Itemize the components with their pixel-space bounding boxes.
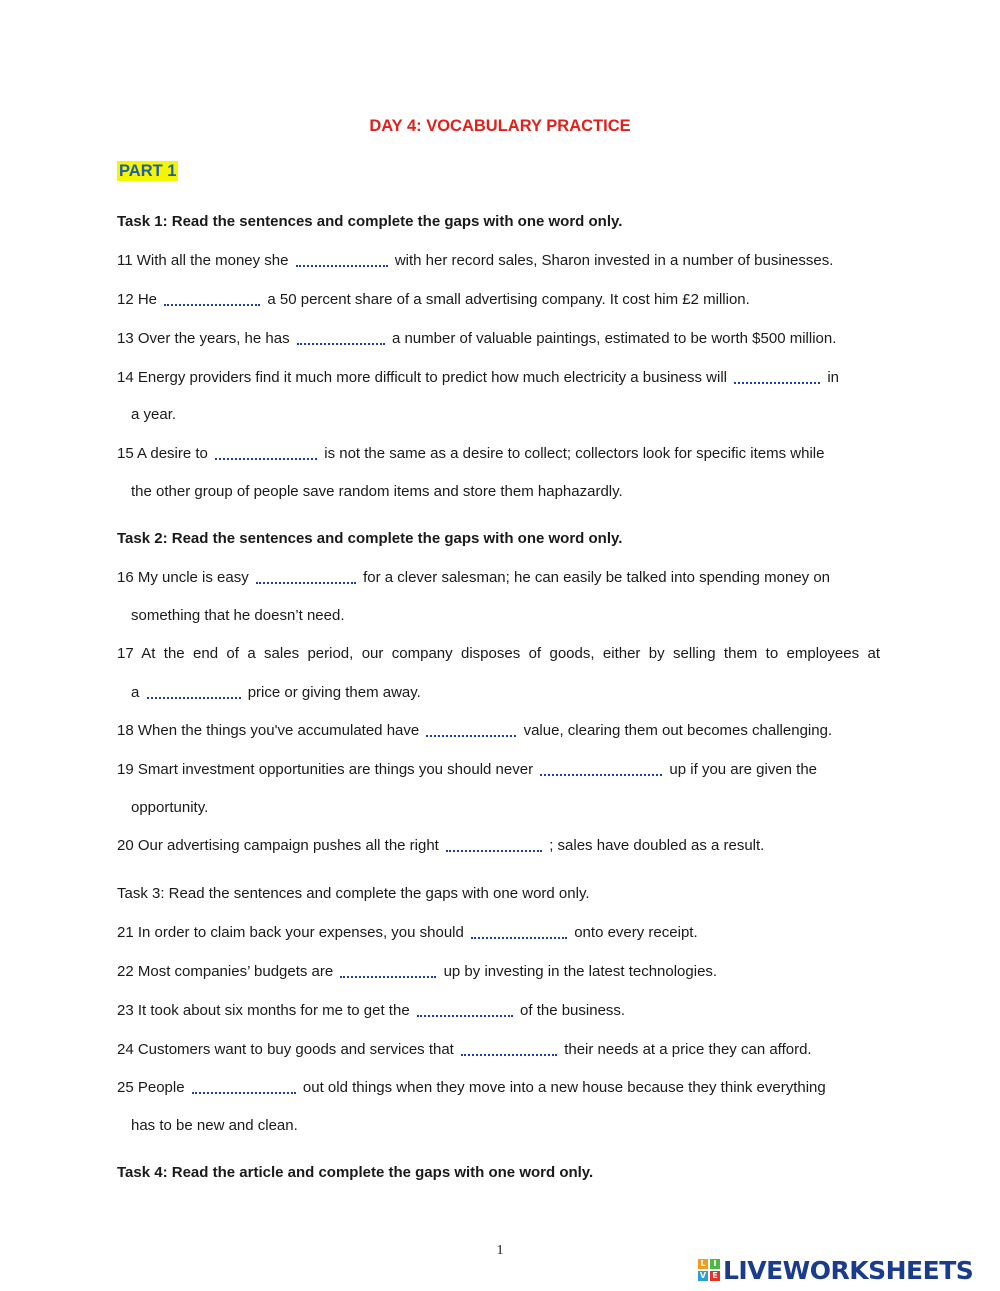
question-13: 13 Over the years, he has a number of valuable paintings, estimated to be worth $500 million. — [117, 330, 837, 347]
part-label: PART 1 — [119, 162, 177, 180]
question-15-continued: the other group of people save random items and store them haphazardly. — [131, 483, 623, 500]
task2-heading: Task 2: Read the sentences and complete the gaps with one word only. — [117, 530, 623, 547]
page-number: 1 — [496, 1243, 504, 1258]
question-15: 15 A desire to is not the same as a desire to collect; collectors look for specific items while — [117, 445, 825, 462]
brand-name: LIVEWORKSHEETS — [723, 1255, 974, 1285]
answer-gap-20[interactable] — [446, 838, 542, 852]
answer-gap-15[interactable] — [215, 446, 317, 460]
answer-gap-18[interactable] — [426, 723, 516, 737]
answer-gap-14[interactable] — [734, 370, 820, 384]
question-14-continued: a year. — [131, 406, 177, 423]
question-17: 17 At the end of a sales period, our company disposes of goods, either by selling them to employees at — [117, 645, 880, 662]
question-23: 23 It took about six months for me to get the of the business. — [117, 1002, 626, 1019]
answer-gap-16[interactable] — [256, 570, 356, 584]
answer-gap-21[interactable] — [471, 925, 567, 939]
question-16: 16 My uncle is easy for a clever salesman; he can easily be talked into spending money on — [117, 569, 831, 586]
task4-heading: Task 4: Read the article and complete the gaps with one word only. — [117, 1164, 594, 1181]
question-20: 20 Our advertising campaign pushes all the right ; sales have doubled as a result. — [117, 837, 765, 854]
question-12: 12 He a 50 percent share of a small advertising company. It cost him £2 million. — [117, 291, 750, 308]
question-11: 11 With all the money she with her record sales, Sharon invested in a number of businesses. — [117, 252, 834, 269]
answer-gap-13[interactable] — [297, 331, 385, 345]
answer-gap-12[interactable] — [164, 292, 260, 306]
question-22: 22 Most companies’ budgets are up by investing in the latest technologies. — [117, 963, 718, 980]
question-21: 21 In order to claim back your expenses, you should onto every receipt. — [117, 924, 698, 941]
answer-gap-22[interactable] — [340, 964, 436, 978]
answer-gap-17[interactable] — [147, 685, 241, 699]
question-19: 19 Smart investment opportunities are things you should never up if you are given the — [117, 761, 818, 778]
answer-gap-24[interactable] — [461, 1042, 557, 1056]
question-24: 24 Customers want to buy goods and services that their needs at a price they can afford. — [117, 1041, 812, 1058]
question-17-continued: a price or giving them away. — [131, 684, 421, 701]
question-14: 14 Energy providers find it much more difficult to predict how much electricity a business will in — [117, 369, 840, 386]
question-25: 25 People out old things when they move into a new house because they think everything — [117, 1079, 826, 1096]
answer-gap-19[interactable] — [540, 762, 662, 776]
answer-gap-25[interactable] — [192, 1080, 296, 1094]
question-16-continued: something that he doesn’t need. — [131, 607, 345, 624]
liveworksheets-logo[interactable] — [698, 1253, 973, 1287]
question-19-continued: opportunity. — [131, 799, 209, 816]
question-18: 18 When the things you've accumulated have value, clearing them out becomes challenging. — [117, 722, 833, 739]
task3-heading: Task 3: Read the sentences and complete the gaps with one word only. — [117, 885, 590, 902]
answer-gap-23[interactable] — [417, 1003, 513, 1017]
live-blocks-icon: L I V E — [698, 1259, 720, 1281]
answer-gap-11[interactable] — [296, 253, 388, 267]
task1-heading: Task 1: Read the sentences and complete the gaps with one word only. — [117, 213, 623, 230]
question-25-continued: has to be new and clean. — [131, 1117, 298, 1134]
page-title: DAY 4: VOCABULARY PRACTICE — [369, 117, 631, 135]
